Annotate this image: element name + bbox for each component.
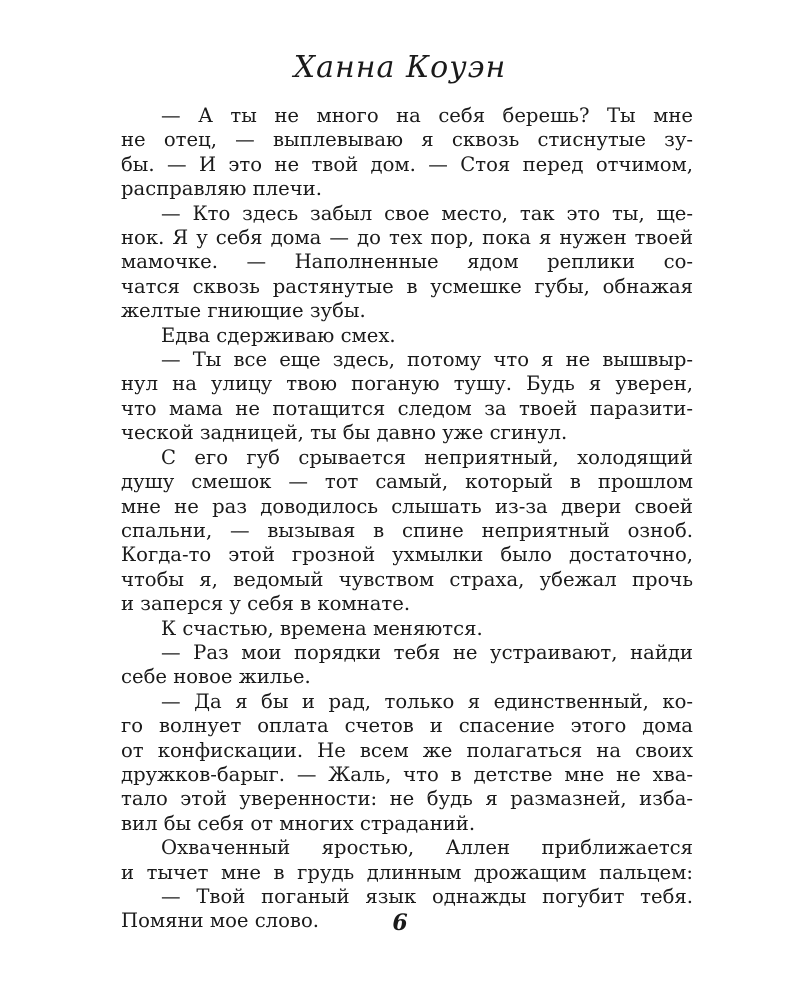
text-line: ческой задницей, ты бы давно уже сгинул. <box>121 421 568 445</box>
text-line: — Раз мои порядки тебя не устраивают, найди <box>161 640 693 664</box>
body-text <box>121 104 693 934</box>
text-line: Охваченный яростью, Аллен приближается <box>161 836 693 860</box>
text-line: — Кто здесь забыл свое место, так это ты, ще- <box>161 201 693 225</box>
text-line: го волнует оплата счетов и спасение этого дома <box>121 714 693 738</box>
text-line: мне не раз доводилось слышать из-за двери своей <box>121 494 693 518</box>
text-line: — Да я бы и рад, только я единственный, ко- <box>161 689 693 713</box>
text-line: С его губ срывается неприятный, холодящий <box>161 445 693 469</box>
text-line: Едва сдерживаю смех. <box>161 323 396 347</box>
text-line: и тычет мне в грудь длинным дрожащим пальцем: <box>121 860 693 884</box>
text-line: тало этой уверенности: не будь я размазней, изба- <box>121 787 693 811</box>
text-line: — Ты все еще здесь, потому что я не вышвыр- <box>161 348 693 372</box>
text-line: спальни, — вызывая в спине неприятный озноб. <box>121 518 693 542</box>
text-line: что мама не потащится следом за твоей паразити- <box>121 396 693 420</box>
text-line: вил бы себя от многих страданий. <box>121 811 476 835</box>
text-line: и заперся у себя в комнате. <box>121 592 411 616</box>
text-line: К счастью, времена меняются. <box>161 616 483 640</box>
text-line: мамочке. — Наполненные ядом реплики со- <box>121 250 693 274</box>
text-line: желтые гниющие зубы. <box>121 299 366 323</box>
text-line: чатся сквозь растянутые в усмешке губы, обнажая <box>121 274 693 298</box>
running-header-author: Ханна Коуэн <box>293 50 507 85</box>
text-line: бы. — И это не твой дом. — Стоя перед отчимом, <box>121 152 693 176</box>
text-line: себе новое жилье. <box>121 665 311 689</box>
page-number: 6 <box>392 910 408 936</box>
text-line: Помяни мое слово. <box>121 909 319 933</box>
text-line: нул на улицу твою поганую тушу. Будь я уверен, <box>121 372 693 396</box>
text-line: Когда-то этой грозной ухмылки было достаточно, <box>121 543 693 567</box>
text-line: чтобы я, ведомый чувством страха, убежал прочь <box>121 567 693 591</box>
text-line: дружков-барыг. — Жаль, что в детстве мне не хва- <box>121 762 693 786</box>
text-line: от конфискации. Не всем же полагаться на своих <box>121 738 693 762</box>
text-line: расправляю плечи. <box>121 177 322 201</box>
text-line: нок. Я у себя дома — до тех пор, пока я нужен твоей <box>121 226 693 250</box>
text-line: — Твой поганый язык однажды погубит тебя. <box>161 885 693 908</box>
text-line: — А ты не много на себя берешь? Ты мне <box>161 104 693 127</box>
text-line: душу смешок — тот самый, который в прошлом <box>121 470 693 494</box>
text-line: не отец, — выплевываю я сквозь стиснутые зу- <box>121 128 693 152</box>
